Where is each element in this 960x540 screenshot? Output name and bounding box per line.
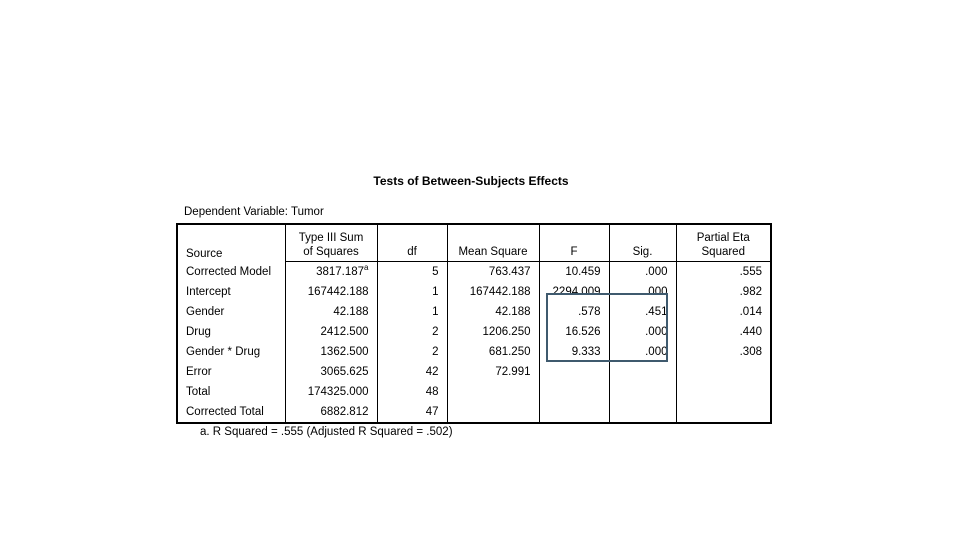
cell-ss <box>285 322 377 342</box>
cell-sig <box>609 282 676 302</box>
cell-df-value: 1 <box>432 286 439 298</box>
cell-eta-value: .982 <box>739 286 762 298</box>
cell-f <box>539 302 609 322</box>
cell-sig-value: .451 <box>645 306 668 318</box>
cell-sig-value: .000 <box>645 346 668 358</box>
cell-source-value: Total <box>186 386 211 398</box>
cell-ms <box>447 282 539 302</box>
table-title: Tests of Between-Subjects Effects <box>373 174 569 188</box>
cell-ss-value: 3817.187 <box>316 266 365 278</box>
cell-f <box>539 362 609 382</box>
cell-ms-value: 72.991 <box>495 366 531 378</box>
cell-ms-value: 42.188 <box>495 306 531 318</box>
cell-eta-value: .440 <box>739 326 762 338</box>
cell-source <box>177 402 285 423</box>
col-header-ss-line1: Type III Sum <box>298 232 364 244</box>
cell-f <box>539 402 609 423</box>
cell-df-value: 48 <box>425 386 439 398</box>
cell-source <box>177 262 285 283</box>
cell-f <box>539 262 609 283</box>
table-row <box>177 342 771 362</box>
table-row <box>177 282 771 302</box>
cell-source <box>177 302 285 322</box>
col-header-df: df <box>377 224 447 262</box>
cell-sig <box>609 302 676 322</box>
cell-ms-value: 681.250 <box>488 346 531 358</box>
cell-df <box>377 362 447 382</box>
cell-df-value: 47 <box>425 406 439 418</box>
table-row <box>177 402 771 423</box>
cell-ss-value: 3065.625 <box>320 366 369 378</box>
table-row <box>177 382 771 402</box>
cell-df <box>377 382 447 402</box>
table-row <box>177 302 771 322</box>
cell-f-value: 10.459 <box>565 266 601 278</box>
cell-df-value: 2 <box>432 326 439 338</box>
cell-f <box>539 282 609 302</box>
col-header-source: Source <box>177 224 285 262</box>
cell-ss-value: 1362.500 <box>320 346 369 358</box>
cell-df-value: 5 <box>432 266 439 278</box>
cell-eta <box>676 362 771 382</box>
table-row <box>177 262 771 283</box>
cell-source-value: Drug <box>186 326 211 338</box>
cell-ms <box>447 402 539 423</box>
col-header-sig: Sig. <box>609 224 676 262</box>
cell-source-value: Gender <box>186 306 225 318</box>
cell-f-value: 9.333 <box>571 346 601 358</box>
cell-f-value: .578 <box>578 306 601 318</box>
cell-sig-value: .000 <box>645 266 668 278</box>
cell-ss-value: 2412.500 <box>320 326 369 338</box>
cell-sig <box>609 262 676 283</box>
cell-sig <box>609 342 676 362</box>
cell-ss <box>285 362 377 382</box>
cell-sig-value: .000 <box>645 286 668 298</box>
cell-source <box>177 282 285 302</box>
cell-f-value: 16.526 <box>565 326 601 338</box>
cell-f-value: 2294.009 <box>552 286 601 298</box>
cell-eta-value: .308 <box>739 346 762 358</box>
cell-source-value: Corrected Total <box>186 406 264 418</box>
cell-ss <box>285 402 377 423</box>
cell-eta <box>676 302 771 322</box>
footnote: a. R Squared = .555 (Adjusted R Squared = .502) <box>200 426 453 438</box>
cell-ss-value: 6882.812 <box>320 406 369 418</box>
cell-ms-value: 763.437 <box>488 266 531 278</box>
cell-sig <box>609 362 676 382</box>
col-header-ss-line2: of Squares <box>303 246 359 258</box>
cell-ss-value: 174325.000 <box>307 386 369 398</box>
cell-source-value: Intercept <box>186 286 231 298</box>
cell-eta <box>676 342 771 362</box>
cell-df <box>377 322 447 342</box>
cell-ss <box>285 342 377 362</box>
cell-df-value: 42 <box>425 366 439 378</box>
dependent-variable-label: Dependent Variable: Tumor <box>184 206 324 218</box>
table-header-row <box>177 224 771 262</box>
table-row <box>177 322 771 342</box>
col-header-sum-of-squares <box>285 224 377 262</box>
cell-ms-value: 167442.188 <box>469 286 531 298</box>
footnote-marker: a <box>364 263 369 272</box>
col-header-mean-square: Mean Square <box>447 224 539 262</box>
cell-eta <box>676 322 771 342</box>
cell-sig <box>609 322 676 342</box>
cell-df <box>377 342 447 362</box>
cell-eta <box>676 262 771 283</box>
cell-f <box>539 382 609 402</box>
cell-eta <box>676 282 771 302</box>
cell-ss <box>285 302 377 322</box>
cell-ss-value: 42.188 <box>333 306 369 318</box>
cell-sig <box>609 402 676 423</box>
col-header-f: F <box>539 224 609 262</box>
cell-source <box>177 322 285 342</box>
cell-ms <box>447 262 539 283</box>
cell-df <box>377 402 447 423</box>
cell-ms <box>447 342 539 362</box>
cell-source-value: Error <box>186 366 212 378</box>
cell-eta <box>676 402 771 423</box>
table-row <box>177 362 771 382</box>
cell-ms <box>447 382 539 402</box>
cell-source <box>177 382 285 402</box>
cell-ss <box>285 282 377 302</box>
table-body <box>177 262 771 424</box>
anova-table <box>176 223 772 424</box>
col-header-partial-eta <box>676 224 771 262</box>
cell-ms <box>447 322 539 342</box>
cell-f <box>539 342 609 362</box>
cell-ss <box>285 262 377 283</box>
cell-ss <box>285 382 377 402</box>
cell-f <box>539 322 609 342</box>
cell-source <box>177 362 285 382</box>
cell-eta-value: .555 <box>739 266 762 278</box>
cell-ms <box>447 302 539 322</box>
cell-eta <box>676 382 771 402</box>
col-header-eta-line2: Squared <box>701 246 745 258</box>
col-header-eta-line1: Partial Eta <box>696 232 750 244</box>
cell-source-value: Gender * Drug <box>186 346 261 358</box>
cell-eta-value: .014 <box>739 306 762 318</box>
cell-ms-value: 1206.250 <box>482 326 531 338</box>
cell-sig-value: .000 <box>645 326 668 338</box>
cell-df <box>377 262 447 283</box>
cell-sig <box>609 382 676 402</box>
cell-source-value: Corrected Model <box>186 265 272 278</box>
cell-df <box>377 282 447 302</box>
cell-df <box>377 302 447 322</box>
cell-source <box>177 342 285 362</box>
cell-df-value: 2 <box>432 346 439 358</box>
cell-ss-value: 167442.188 <box>307 286 369 298</box>
cell-ms <box>447 362 539 382</box>
cell-df-value: 1 <box>432 306 439 318</box>
